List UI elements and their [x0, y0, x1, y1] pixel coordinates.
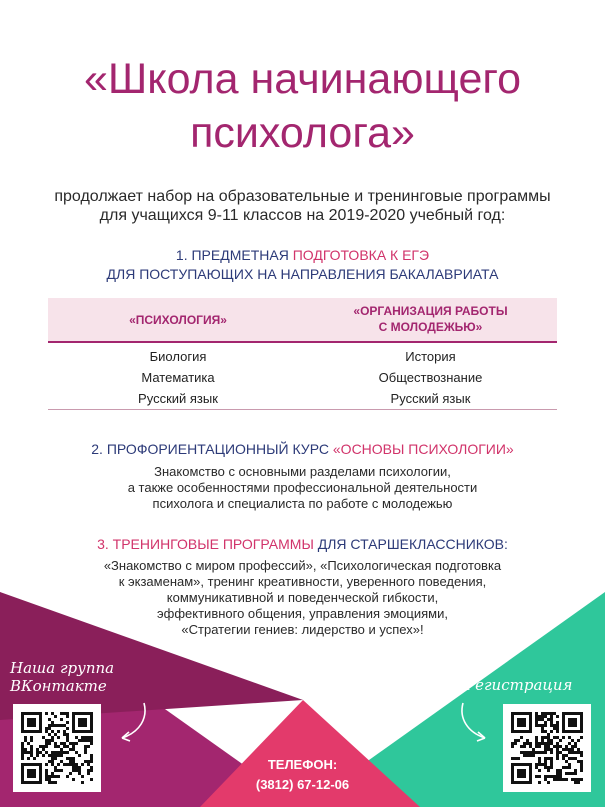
qr-module	[30, 739, 33, 742]
qr-module	[526, 751, 529, 754]
vk-label-line-2: ВКонтакте	[10, 677, 107, 695]
qr-module	[51, 751, 54, 754]
column-title-psychology: «ПСИХОЛОГИЯ»	[129, 313, 227, 327]
column-title-youth-work-line-2: С МОЛОДЕЖЬЮ»	[378, 320, 483, 334]
qr-module	[66, 721, 69, 724]
qr-module	[529, 751, 532, 754]
qr-module	[24, 748, 27, 751]
qr-module	[529, 742, 532, 745]
qr-finder-center	[568, 718, 577, 727]
qr-module	[541, 742, 544, 745]
subjects-psychology	[98, 346, 258, 409]
qr-module	[547, 739, 550, 742]
qr-module	[535, 724, 538, 727]
qr-module	[565, 745, 568, 748]
qr-module	[556, 724, 559, 727]
qr-module	[63, 712, 66, 715]
qr-module	[42, 736, 45, 739]
qr-module	[57, 751, 60, 754]
qr-module	[84, 736, 87, 739]
qr-module	[538, 742, 541, 745]
qr-module	[63, 742, 66, 745]
qr-module	[54, 742, 57, 745]
qr-module	[39, 751, 42, 754]
qr-module	[550, 748, 553, 751]
qr-module	[84, 751, 87, 754]
title-line-1: «Школа начинающего	[83, 55, 522, 103]
qr-module	[541, 724, 544, 727]
qr-module	[529, 745, 532, 748]
qr-module	[30, 748, 33, 751]
qr-module	[45, 739, 48, 742]
qr-module	[544, 721, 547, 724]
section-2-desc-line: психолога и специалиста по работе с молодежью	[152, 496, 453, 511]
qr-module	[90, 739, 93, 742]
qr-module	[544, 730, 547, 733]
qr-module	[60, 718, 63, 721]
qr-module	[568, 742, 571, 745]
qr-module	[550, 751, 553, 754]
qr-module	[541, 712, 544, 715]
qr-module	[556, 715, 559, 718]
qr-module	[39, 745, 42, 748]
qr-module	[81, 736, 84, 739]
qr-module	[580, 736, 583, 739]
qr-module	[574, 745, 577, 748]
subject-item: Русский язык	[390, 391, 471, 406]
qr-module	[63, 751, 66, 754]
qr-module	[520, 745, 523, 748]
qr-module	[63, 733, 66, 736]
qr-module	[60, 712, 63, 715]
section-1-heading-line-2: ДЛЯ ПОСТУПАЮЩИХ НА НАПРАВЛЕНИЯ БАКАЛАВРИАТА	[106, 266, 499, 282]
intro-text	[0, 187, 605, 225]
qr-module	[577, 739, 580, 742]
qr-module	[532, 751, 535, 754]
subject-item: Биология	[149, 349, 207, 364]
qr-module	[30, 745, 33, 748]
section-3-description	[0, 558, 605, 638]
qr-module	[75, 742, 78, 745]
qr-module	[84, 748, 87, 751]
title-line-2: психолога»	[190, 109, 415, 157]
qr-module	[51, 730, 54, 733]
section-3-desc-line: к экзаменам», тренинг креативности, уверенного поведения,	[118, 574, 487, 589]
qr-module	[36, 751, 39, 754]
qr-module	[78, 739, 81, 742]
qr-module	[523, 745, 526, 748]
qr-module	[69, 748, 72, 751]
column-title-youth-work-line-1: «ОРГАНИЗАЦИЯ РАБОТЫ	[353, 304, 508, 318]
qr-module	[45, 727, 48, 730]
qr-module	[517, 739, 520, 742]
qr-module	[511, 742, 514, 745]
qr-module	[562, 736, 565, 739]
qr-module	[54, 715, 57, 718]
section-3-number: 3.	[97, 536, 113, 552]
qr-module	[90, 736, 93, 739]
qr-module	[526, 742, 529, 745]
qr-module	[21, 745, 24, 748]
qr-module	[565, 748, 568, 751]
qr-module	[544, 748, 547, 751]
qr-module	[559, 745, 562, 748]
qr-module	[541, 727, 544, 730]
qr-module	[51, 712, 54, 715]
phone-number[interactable]: (3812) 67-12-06	[255, 777, 350, 792]
qr-module	[577, 751, 580, 754]
qr-module	[541, 739, 544, 742]
qr-module	[30, 751, 33, 754]
qr-module	[541, 736, 544, 739]
section-3-desc-line: коммуникативной и поведенческой гибкости,	[166, 590, 439, 605]
qr-module	[547, 745, 550, 748]
qr-module	[541, 715, 544, 718]
qr-module	[69, 742, 72, 745]
qr-module	[538, 745, 541, 748]
qr-module	[544, 745, 547, 748]
qr-module	[538, 751, 541, 754]
qr-module	[523, 751, 526, 754]
qr-module	[48, 742, 51, 745]
qr-module	[535, 718, 538, 721]
qr-module	[51, 724, 54, 727]
qr-module	[547, 733, 550, 736]
qr-module	[66, 715, 69, 718]
section-2-desc-line: Знакомство с основными разделами психологии,	[154, 464, 451, 479]
registration-label: Регистрация	[465, 676, 573, 694]
qr-module	[45, 712, 48, 715]
qr-module	[556, 751, 559, 754]
qr-module	[84, 739, 87, 742]
qr-module	[66, 736, 69, 739]
qr-module	[538, 724, 541, 727]
qr-module	[562, 748, 565, 751]
qr-module	[21, 751, 24, 754]
section-3-highlight: ТРЕНИНГОВЫЕ ПРОГРАММЫ	[112, 536, 314, 552]
qr-module	[553, 736, 556, 739]
qr-module	[568, 748, 571, 751]
page-title	[0, 52, 605, 160]
qr-module	[574, 742, 577, 745]
qr-module	[87, 736, 90, 739]
qr-module	[54, 751, 57, 754]
qr-module	[556, 745, 559, 748]
qr-module	[544, 751, 547, 754]
qr-module	[556, 730, 559, 733]
qr-module	[556, 727, 559, 730]
qr-module	[550, 742, 553, 745]
section-2-description	[0, 464, 605, 512]
qr-module	[550, 715, 553, 718]
qr-module	[535, 736, 538, 739]
qr-module	[45, 745, 48, 748]
qr-module	[556, 742, 559, 745]
qr-module	[550, 739, 553, 742]
table-bottom-divider	[48, 409, 557, 410]
qr-module	[24, 751, 27, 754]
qr-module	[66, 727, 69, 730]
qr-module	[48, 739, 51, 742]
qr-module	[514, 739, 517, 742]
qr-module	[520, 751, 523, 754]
qr-module	[511, 745, 514, 748]
intro-line-1: продолжает набор на образовательные и тренинговые программы	[54, 188, 551, 205]
qr-module	[72, 748, 75, 751]
qr-module	[580, 751, 583, 754]
qr-module	[21, 748, 24, 751]
qr-module	[45, 751, 48, 754]
qr-module	[535, 721, 538, 724]
qr-module	[571, 739, 574, 742]
qr-module	[559, 739, 562, 742]
qr-module	[514, 742, 517, 745]
vk-group-label	[10, 659, 140, 695]
qr-module	[544, 715, 547, 718]
qr-module	[45, 730, 48, 733]
qr-module	[57, 730, 60, 733]
qr-module	[568, 751, 571, 754]
qr-module	[535, 745, 538, 748]
qr-module	[66, 712, 69, 715]
qr-module	[571, 748, 574, 751]
qr-module	[72, 742, 75, 745]
subject-item: Обществознание	[378, 370, 483, 385]
subject-item: История	[405, 349, 456, 364]
section-1-highlight: ПОДГОТОВКА К ЕГЭ	[292, 247, 430, 263]
qr-module	[550, 712, 553, 715]
qr-module	[54, 724, 57, 727]
qr-module	[571, 751, 574, 754]
subject-item: Математика	[141, 370, 215, 385]
qr-module	[51, 736, 54, 739]
qr-module	[75, 751, 78, 754]
arrow-down-right-icon	[455, 700, 495, 744]
qr-module	[84, 745, 87, 748]
qr-module	[523, 742, 526, 745]
section-2-plain: 2. ПРОФОРИЕНТАЦИОННЫЙ КУРС	[91, 441, 333, 457]
qr-module	[57, 736, 60, 739]
qr-module	[27, 742, 30, 745]
qr-module	[81, 739, 84, 742]
qr-module	[60, 742, 63, 745]
qr-module	[544, 712, 547, 715]
qr-module	[42, 748, 45, 751]
qr-module	[547, 718, 550, 721]
qr-module	[550, 730, 553, 733]
subjects-youth-work	[328, 346, 533, 409]
phone-label: ТЕЛЕФОН:	[267, 757, 338, 772]
qr-module	[66, 745, 69, 748]
qr-module	[547, 748, 550, 751]
qr-module	[553, 712, 556, 715]
qr-module	[57, 745, 60, 748]
column-title-youth-work	[328, 303, 533, 335]
section-3-plain: ДЛЯ СТАРШЕКЛАССНИКОВ:	[313, 536, 508, 552]
qr-module	[532, 748, 535, 751]
qr-module	[60, 748, 63, 751]
qr-module	[63, 730, 66, 733]
qr-module	[541, 751, 544, 754]
qr-module	[87, 739, 90, 742]
qr-module	[535, 715, 538, 718]
qr-module	[544, 736, 547, 739]
qr-module	[541, 730, 544, 733]
qr-module	[24, 736, 27, 739]
arrow-down-left-icon	[112, 700, 152, 744]
qr-finder-center	[78, 718, 87, 727]
qr-module	[54, 745, 57, 748]
qr-module	[544, 742, 547, 745]
qr-module	[30, 736, 33, 739]
qr-module	[87, 745, 90, 748]
section-3-desc-line: эффективного общения, управления эмоциями,	[157, 606, 448, 621]
section-2-heading	[0, 440, 605, 459]
qr-module	[553, 724, 556, 727]
section-3-desc-line: «Стратегии гениев: лидерство и успех»!	[181, 622, 424, 637]
qr-module	[51, 721, 54, 724]
qr-module	[66, 733, 69, 736]
qr-module	[21, 742, 24, 745]
qr-module	[571, 745, 574, 748]
qr-module	[48, 724, 51, 727]
qr-module	[547, 736, 550, 739]
qr-module	[556, 736, 559, 739]
qr-module	[556, 748, 559, 751]
qr-module	[54, 733, 57, 736]
qr-module	[520, 736, 523, 739]
qr-module	[550, 721, 553, 724]
qr-module	[63, 724, 66, 727]
qr-module	[24, 739, 27, 742]
qr-module	[535, 742, 538, 745]
qr-module	[72, 745, 75, 748]
qr-module	[547, 712, 550, 715]
qr-module	[48, 733, 51, 736]
programs-table-header	[48, 298, 557, 343]
qr-module	[535, 751, 538, 754]
vk-label-line-1: Наша группа	[10, 659, 115, 677]
qr-module	[577, 748, 580, 751]
qr-finder-center	[27, 718, 36, 727]
section-3-heading	[0, 535, 605, 554]
qr-module	[544, 724, 547, 727]
qr-module	[535, 739, 538, 742]
qr-module	[556, 721, 559, 724]
qr-module	[45, 742, 48, 745]
qr-module	[568, 736, 571, 739]
qr-module	[538, 718, 541, 721]
qr-module	[27, 751, 30, 754]
section-1-heading-line-1	[0, 246, 605, 265]
qr-module	[574, 751, 577, 754]
qr-module	[75, 736, 78, 739]
section-1-heading	[0, 246, 605, 284]
qr-module	[60, 751, 63, 754]
qr-module	[90, 742, 93, 745]
qr-module	[57, 724, 60, 727]
subject-item: Русский язык	[138, 391, 218, 406]
qr-module	[535, 712, 538, 715]
qr-module	[42, 745, 45, 748]
qr-module	[66, 751, 69, 754]
qr-module	[60, 724, 63, 727]
qr-module	[559, 751, 562, 754]
intro-line-2: для учащихся 9-11 классов на 2019-2020 учебный год:	[99, 207, 506, 224]
qr-module	[63, 745, 66, 748]
section-1-number: 1. ПРЕДМЕТНАЯ	[175, 247, 293, 263]
section-3-desc-line: «Знакомство с миром профессий», «Психологическая подготовка	[103, 558, 502, 573]
qr-module	[553, 727, 556, 730]
qr-module	[538, 715, 541, 718]
section-2-desc-line: а также особенностями профессиональной деятельности	[127, 480, 478, 495]
qr-module	[541, 718, 544, 721]
qr-module	[36, 748, 39, 751]
section-2-highlight: «ОСНОВЫ ПСИХОЛОГИИ»	[332, 441, 514, 457]
qr-module	[526, 739, 529, 742]
qr-module	[547, 742, 550, 745]
qr-module	[550, 718, 553, 721]
qr-module	[51, 739, 54, 742]
qr-module	[550, 724, 553, 727]
qr-finder-center	[517, 718, 526, 727]
qr-module	[48, 727, 51, 730]
qr-module	[48, 718, 51, 721]
qr-module	[66, 739, 69, 742]
phone-block	[0, 755, 605, 795]
qr-module	[553, 745, 556, 748]
